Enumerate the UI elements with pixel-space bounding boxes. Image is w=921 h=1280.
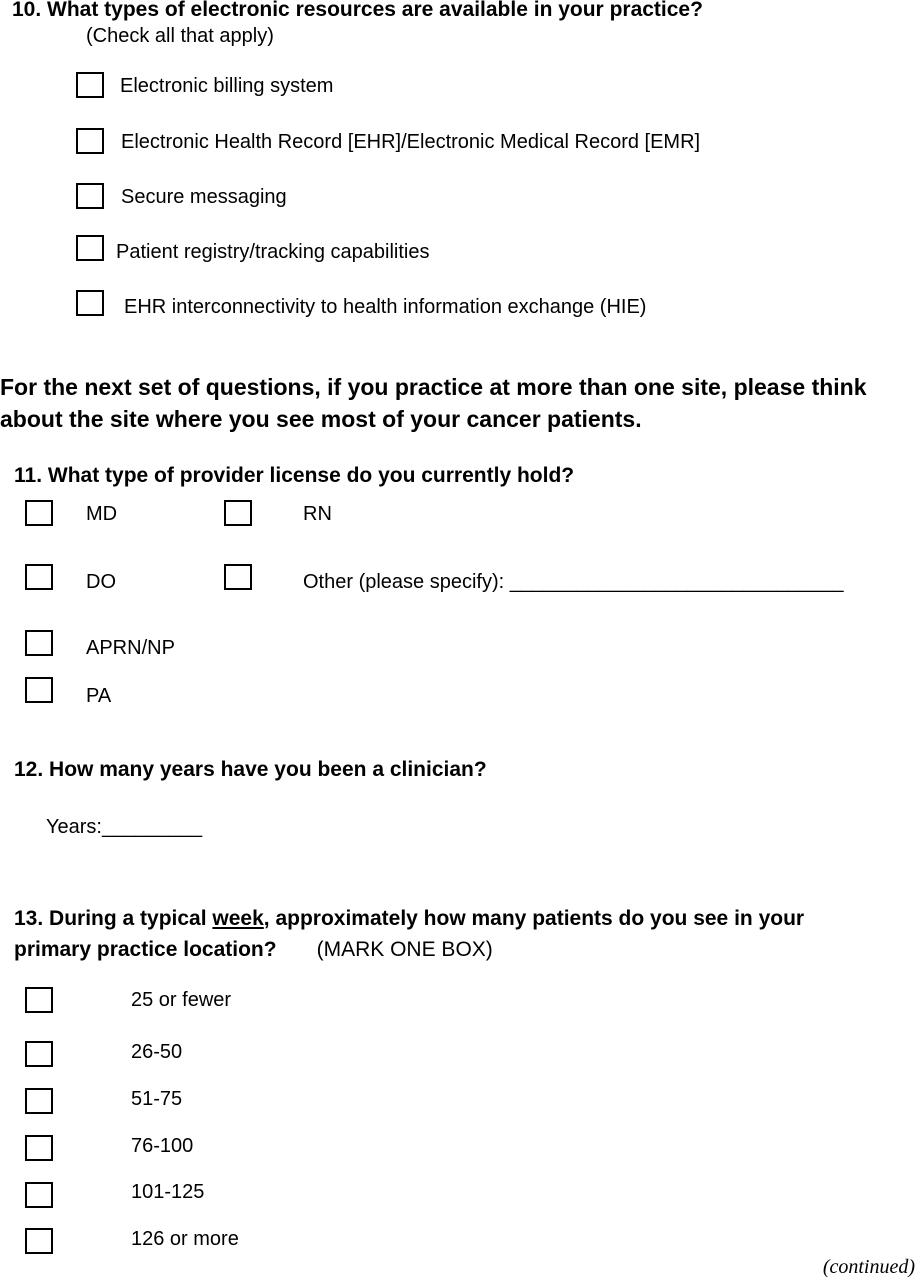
q10-option-secure-messaging: Secure messaging — [121, 186, 287, 208]
q11-checkbox-md[interactable] — [25, 500, 53, 526]
q13-option-76-100: 76-100 — [131, 1135, 194, 1157]
q12-years-field[interactable]: Years:_________ — [46, 816, 203, 838]
q13-checkbox-126-or-more[interactable] — [25, 1228, 53, 1254]
q11-title: 11. What type of provider license do you currently hold? — [14, 464, 575, 487]
q10-checkbox-ehr[interactable] — [76, 128, 104, 154]
q11-option-rn: RN — [303, 503, 332, 525]
q13-title — [14, 907, 804, 931]
q13-checkbox-101-125[interactable] — [25, 1182, 53, 1208]
q13-title-end: , approximately how many patients do you see in your — [263, 907, 805, 930]
q10-option-ehr: Electronic Health Record [EHR]/Electronic Medical Record [EMR] — [121, 131, 701, 153]
q10-option-billing: Electronic billing system — [120, 75, 334, 97]
q11-option-other: Other (please specify): ______________________________ — [303, 571, 844, 593]
q11-option-do: DO — [86, 571, 116, 593]
q11-option-md: MD — [86, 503, 118, 525]
q12-title: 12. How many years have you been a clinician? — [14, 758, 487, 781]
q13-option-51-75: 51-75 — [131, 1088, 183, 1110]
q10-instruction: (Check all that apply) — [86, 25, 274, 47]
q13-instruction: (MARK ONE BOX) — [316, 938, 493, 961]
q13-option-25-or-fewer: 25 or fewer — [131, 989, 232, 1011]
q13-option-126-or-more: 126 or more — [131, 1228, 239, 1250]
q10-checkbox-hie[interactable] — [76, 290, 104, 316]
q11-checkbox-aprn[interactable] — [25, 630, 53, 656]
q13-option-26-50: 26-50 — [131, 1041, 183, 1063]
q13-checkbox-25-or-fewer[interactable] — [25, 987, 53, 1013]
q13-title-line-2 — [14, 938, 493, 962]
q13-checkbox-51-75[interactable] — [25, 1088, 53, 1114]
q10-checkbox-secure-messaging[interactable] — [76, 183, 104, 209]
intro-line-1: For the next set of questions, if you practice at more than one site, please think — [0, 374, 867, 400]
q10-option-hie: EHR interconnectivity to health information exchange (HIE) — [124, 296, 647, 318]
q11-option-aprn: APRN/NP — [86, 637, 175, 659]
q11-option-pa: PA — [86, 685, 112, 707]
q11-checkbox-rn[interactable] — [224, 500, 252, 526]
continued-note: (continued) — [822, 1256, 915, 1278]
q10-checkbox-registry[interactable] — [76, 235, 104, 261]
q10-checkbox-billing[interactable] — [76, 72, 104, 98]
q10-option-registry: Patient registry/tracking capabilities — [116, 241, 430, 263]
q11-checkbox-other[interactable] — [224, 564, 252, 590]
q11-checkbox-do[interactable] — [25, 564, 53, 590]
q13-title-start: 13. During a typical — [14, 907, 213, 930]
q13-option-101-125: 101-125 — [131, 1181, 205, 1203]
q13-checkbox-76-100[interactable] — [25, 1135, 53, 1161]
q10-title: 10. What types of electronic resources are available in your practice? — [12, 0, 703, 21]
q13-line-2: primary practice location? — [14, 938, 277, 961]
intro-line-2: about the site where you see most of your cancer patients. — [0, 406, 642, 432]
q13-checkbox-26-50[interactable] — [25, 1041, 53, 1067]
q11-checkbox-pa[interactable] — [25, 677, 53, 703]
q13-title-week: week — [212, 907, 264, 930]
